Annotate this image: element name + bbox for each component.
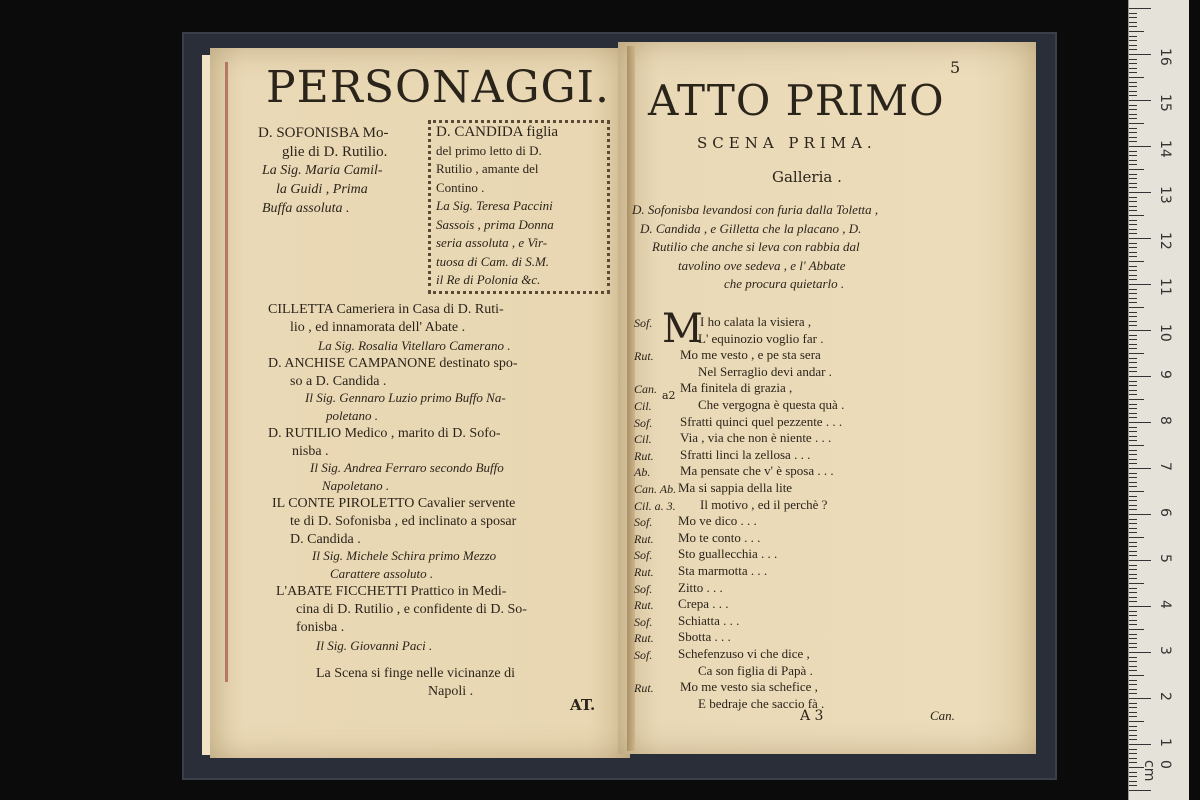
direction-line: D. Candida , e Gilletta che la placano , D.: [640, 220, 862, 236]
ruler-tick: [1129, 169, 1144, 170]
ruler-tick: [1129, 509, 1137, 510]
ruler-tick: [1129, 192, 1151, 193]
ruler-tick: [1129, 394, 1137, 395]
speaker-label: Sof.: [634, 548, 653, 563]
ruler-tick: [1129, 371, 1137, 372]
cast-line: Il Sig. Andrea Ferraro secondo Buffo: [310, 460, 504, 475]
direction-line: tavolino ove sedeva , e l' Abbate: [678, 257, 846, 273]
ruler-tick: [1129, 569, 1137, 570]
ruler-tick: [1129, 229, 1137, 230]
ruler-number: 5: [1157, 554, 1173, 563]
ruler-tick: [1129, 790, 1151, 791]
sofonisba-line: Buffa assoluta .: [262, 201, 350, 216]
margin-stain: [225, 62, 228, 682]
page-number: 5: [950, 58, 961, 77]
verse-line: Sto guallecchia . . .: [678, 546, 778, 562]
ruler-number: 3: [1157, 646, 1173, 655]
ruler-tick: [1129, 321, 1137, 322]
ruler-tick: [1129, 408, 1137, 409]
right-catchword: Can.: [930, 708, 955, 723]
speaker-label: Can.: [634, 382, 658, 397]
speaker-label: Can. Ab.: [634, 482, 677, 496]
ruler-tick: [1129, 201, 1137, 202]
speaker-label: Sof.: [634, 316, 653, 330]
verse-line: Il motivo , ed il perchè ?: [700, 496, 828, 512]
act-title: ATTO PRIMO: [648, 76, 945, 125]
ruler-number: 13: [1157, 186, 1173, 204]
ruler-tick: [1129, 519, 1137, 520]
verse-line: Ma pensate che v' è sposa . . .: [680, 463, 834, 479]
speaker-label: Rut.: [634, 598, 654, 613]
ruler-number: 1: [1157, 738, 1173, 747]
verse-line: Ma finitela di grazia ,: [680, 380, 793, 396]
speaker-label: Sof.: [634, 581, 653, 596]
ruler-tick: [1129, 381, 1137, 382]
ruler-tick: [1129, 624, 1137, 625]
ruler-tick: [1129, 31, 1144, 32]
ruler-tick: [1129, 353, 1144, 354]
ruler-tick: [1129, 583, 1144, 584]
ruler-tick: [1129, 36, 1137, 37]
ruler-tick: [1129, 54, 1151, 55]
ruler-tick: [1129, 266, 1137, 267]
verse-line: Sta marmotta . . .: [678, 563, 768, 578]
ruler-tick: [1129, 496, 1137, 497]
ruler-tick: [1129, 164, 1137, 165]
ruler-tick: [1129, 95, 1137, 96]
ruler-tick: [1129, 772, 1137, 773]
ruler-tick: [1129, 661, 1137, 662]
page-edge: [202, 55, 210, 755]
ruler-number: 6: [1157, 508, 1173, 517]
direction-line: D. Sofonisba levandosi con furia dalla Toletta ,: [632, 202, 879, 217]
speaker-label: Rut.: [634, 349, 654, 364]
speaker-label: Cil.: [634, 399, 652, 413]
ruler-tick: [1129, 739, 1137, 740]
candida-line: D. CANDIDA figlia: [436, 124, 559, 140]
ruler-tick: [1129, 298, 1137, 299]
cast-line: lio , ed innamorata dell' Abate .: [290, 320, 466, 335]
speaker-label: Ab.: [634, 465, 651, 480]
ruler-tick: [1129, 657, 1137, 658]
cast-line: Il Sig. Michele Schira primo Mezzo: [312, 548, 497, 563]
ruler-tick: [1129, 730, 1137, 731]
sofonisba-line: La Sig. Maria Camil-: [262, 163, 383, 178]
ruler-tick: [1129, 542, 1137, 543]
a2-mark: a2: [662, 389, 676, 402]
ruler-tick: [1129, 160, 1137, 161]
ruler-tick: [1129, 252, 1137, 253]
ruler-tick: [1129, 261, 1144, 262]
speaker-label: Sof.: [634, 614, 653, 629]
ruler-number: 10: [1157, 324, 1173, 342]
ruler-tick: [1129, 86, 1137, 87]
ruler-tick: [1129, 224, 1137, 225]
ruler-tick: [1129, 335, 1137, 336]
cast-line: Napoletano .: [322, 478, 390, 493]
ruler-tick: [1129, 716, 1137, 717]
ruler-tick: [1129, 606, 1151, 607]
left-catchword: AT.: [570, 696, 596, 714]
verse-line: I ho calata la visiera ,: [700, 314, 812, 329]
cast-line: te di D. Sofonisba , ed inclinato a sposar: [290, 514, 517, 529]
verse-line: Sfratti quinci quel pezzente . . .: [680, 413, 843, 429]
ruler-tick: [1129, 615, 1137, 616]
ruler-tick: [1129, 486, 1137, 487]
speaker-label: Cil.: [634, 432, 652, 447]
candida-line: Sassois , prima Donna: [436, 216, 554, 232]
cast-line: CILLETTA Cameriera in Casa di D. Ruti-: [268, 302, 504, 317]
ruler-tick: [1129, 17, 1137, 18]
ruler-tick: [1129, 634, 1137, 635]
verse-line: Sfratti linci la zellosa . . .: [680, 446, 811, 462]
ruler-tick: [1129, 247, 1137, 248]
ruler-tick: [1129, 151, 1137, 152]
ruler-tick: [1129, 532, 1137, 533]
ruler-tick: [1129, 63, 1137, 64]
ruler-tick: [1129, 123, 1144, 124]
scale-ruler: [1128, 0, 1189, 800]
speaker-label: Rut.: [634, 681, 654, 696]
ruler-tick: [1129, 431, 1137, 432]
ruler-tick: [1129, 588, 1137, 589]
verse-line: Mo me vesto , e pe sta sera: [680, 347, 821, 363]
ruler-tick: [1129, 26, 1137, 27]
ruler-tick: [1129, 555, 1137, 556]
ruler-tick: [1129, 243, 1137, 244]
ruler-tick: [1129, 693, 1137, 694]
ruler-tick: [1129, 275, 1137, 276]
ruler-tick: [1129, 417, 1137, 418]
ruler-tick: [1129, 187, 1137, 188]
ruler-tick: [1129, 781, 1137, 782]
cast-line: D. ANCHISE CAMPANONE destinato spo-: [268, 356, 518, 371]
ruler-tick: [1129, 339, 1137, 340]
candida-line: tuosa di Cam. di S.M.: [436, 253, 550, 269]
ruler-tick: [1129, 528, 1137, 529]
speaker-label: Rut.: [634, 565, 654, 579]
ruler-tick: [1129, 505, 1137, 506]
cast-line: Il Sig. Gennaro Luzio primo Buffo Na-: [305, 390, 506, 405]
verse-line: Nel Serraglio devi andar .: [698, 363, 832, 379]
ruler-number: 12: [1157, 232, 1173, 250]
verse-line: Mo me vesto sia schefice ,: [680, 679, 818, 695]
ruler-tick: [1129, 72, 1137, 73]
ruler-tick: [1129, 49, 1137, 50]
verse-line: E bedraje che saccio fà .: [698, 695, 825, 711]
ruler-tick: [1129, 206, 1137, 207]
ruler-tick: [1129, 482, 1137, 483]
ruler-tick: [1129, 450, 1137, 451]
signature-mark: A 3: [800, 708, 824, 724]
candida-line: La Sig. Teresa Paccini: [436, 198, 553, 213]
ruler-tick: [1129, 100, 1151, 101]
ruler-tick: [1129, 233, 1137, 234]
ruler-number: 16: [1157, 48, 1173, 66]
verse-line: Ma si sappia della lite: [678, 480, 793, 495]
ruler-tick: [1129, 726, 1137, 727]
direction-line: Rutilio che anche si leva con rabbia dal: [652, 239, 860, 254]
ruler-number: 9: [1157, 370, 1173, 379]
cast-line: fonisba .: [296, 620, 345, 635]
ruler-tick: [1129, 404, 1137, 405]
ruler-tick: [1129, 316, 1137, 317]
scene-heading: SCENA PRIMA.: [697, 134, 877, 152]
speaker-label: Sof.: [634, 515, 653, 530]
left-page-title: PERSONAGGI.: [266, 62, 611, 113]
ruler-tick: [1129, 785, 1137, 786]
ruler-tick: [1129, 454, 1137, 455]
verse-line: Mo ve dico . . .: [678, 513, 757, 529]
ruler-tick: [1129, 698, 1151, 699]
ruler-tick: [1129, 721, 1144, 722]
setting: Galleria .: [772, 168, 842, 186]
verse-line: Crepa . . .: [678, 596, 729, 612]
ruler-tick: [1129, 514, 1151, 515]
speaker-label: Rut.: [634, 448, 654, 463]
ruler-tick: [1129, 330, 1151, 331]
ruler-tick: [1129, 666, 1137, 667]
ruler-tick: [1129, 155, 1137, 156]
ruler-number: 0 cm: [1141, 760, 1173, 782]
cast-line: poletano .: [326, 408, 378, 423]
sofonisba-line: la Guidi , Prima: [276, 182, 368, 197]
ruler-tick: [1129, 427, 1137, 428]
cast-line: L'ABATE FICCHETTI Prattico in Medi-: [276, 584, 507, 599]
ruler-tick: [1129, 325, 1137, 326]
ruler-tick: [1129, 390, 1137, 391]
ruler-tick: [1129, 638, 1137, 639]
ruler-tick: [1129, 592, 1137, 593]
ruler-number: 2: [1157, 692, 1173, 701]
verse-line: Ca son figlia di Papà .: [698, 662, 813, 678]
ruler-tick: [1129, 77, 1144, 78]
ruler-tick: [1129, 436, 1137, 437]
cast-line: nisba .: [292, 444, 329, 459]
ruler-tick: [1129, 611, 1137, 612]
ruler-tick: [1129, 146, 1151, 147]
ruler-tick: [1129, 22, 1137, 23]
ruler-tick: [1129, 620, 1137, 621]
ruler-tick: [1129, 174, 1137, 175]
scene-note-line: La Scena si finge nelle vicinanze di: [316, 666, 516, 681]
candida-line: Contino .: [436, 179, 485, 195]
ruler-tick: [1129, 463, 1137, 464]
ruler-tick: [1129, 744, 1151, 745]
verse-line: Schefenzuso vi che dice ,: [678, 646, 810, 661]
ruler-tick: [1129, 551, 1137, 552]
ruler-tick: [1129, 367, 1137, 368]
ruler-tick: [1129, 215, 1144, 216]
verse-line: L' equinozio voglio far .: [698, 330, 824, 346]
ruler-tick: [1129, 91, 1137, 92]
ruler-tick: [1129, 445, 1144, 446]
scene-note-line: Napoli .: [428, 684, 474, 699]
ruler-tick: [1129, 279, 1137, 280]
ruler-tick: [1129, 459, 1137, 460]
ruler-tick: [1129, 358, 1137, 359]
speaker-label: Sof.: [634, 415, 653, 430]
speaker-label: Rut.: [634, 531, 654, 546]
ruler-tick: [1129, 643, 1137, 644]
ruler-tick: [1129, 376, 1151, 377]
ruler-tick: [1129, 344, 1137, 345]
ruler-tick: [1129, 574, 1137, 575]
ruler-tick: [1129, 684, 1137, 685]
ruler-tick: [1129, 560, 1151, 561]
verse-line: Sbotta . . .: [678, 629, 731, 645]
ruler-tick: [1129, 680, 1137, 681]
ruler-tick: [1129, 312, 1137, 313]
ruler-tick: [1129, 440, 1137, 441]
ruler-tick: [1129, 307, 1144, 308]
ruler-tick: [1129, 712, 1137, 713]
ruler-tick: [1129, 289, 1137, 290]
ruler-tick: [1129, 399, 1144, 400]
ruler-number: 14: [1157, 140, 1173, 158]
verse-line: Zitto . . .: [678, 579, 723, 595]
ruler-number: 4: [1157, 600, 1173, 609]
cast-line: D. Candida .: [290, 532, 361, 547]
ruler-tick: [1129, 578, 1137, 579]
ruler-tick: [1129, 422, 1151, 423]
ruler-tick: [1129, 348, 1137, 349]
ruler-number: 11: [1157, 278, 1173, 296]
ruler-tick: [1129, 601, 1137, 602]
ruler-tick: [1129, 597, 1137, 598]
ruler-tick: [1129, 293, 1137, 294]
ruler-tick: [1129, 302, 1137, 303]
speaker-label: Sof.: [634, 648, 653, 662]
ruler-tick: [1129, 652, 1151, 653]
ruler-tick: [1129, 141, 1137, 142]
ruler-number: 8: [1157, 416, 1173, 425]
ruler-tick: [1129, 629, 1144, 630]
verse-line: Via , via che non è niente . . .: [680, 430, 832, 446]
ruler-tick: [1129, 468, 1151, 469]
ruler-tick: [1129, 500, 1137, 501]
ruler-tick: [1129, 128, 1137, 129]
ruler-tick: [1129, 491, 1144, 492]
ruler-tick: [1129, 762, 1137, 763]
ruler-tick: [1129, 689, 1137, 690]
ruler-tick: [1129, 473, 1137, 474]
sofonisba-line: D. SOFONISBA Mo-: [258, 125, 389, 141]
ruler-tick: [1129, 707, 1137, 708]
ruler-tick: [1129, 749, 1137, 750]
ruler-tick: [1129, 178, 1137, 179]
ruler-tick: [1129, 413, 1137, 414]
ruler-tick: [1129, 8, 1151, 9]
candida-line: Rutilio , amante del: [436, 161, 539, 176]
ruler-tick: [1129, 537, 1144, 538]
ruler-tick: [1129, 703, 1137, 704]
ruler-tick: [1129, 776, 1137, 777]
ruler-number: 7: [1157, 462, 1173, 471]
ruler-tick: [1129, 758, 1137, 759]
ruler-tick: [1129, 385, 1137, 386]
ruler-tick: [1129, 238, 1151, 239]
ruler-tick: [1129, 68, 1137, 69]
candida-line: del primo letto di D.: [436, 142, 542, 158]
cast-line: so a D. Candida .: [290, 374, 387, 389]
verse-line: Mo te conto . . .: [678, 529, 761, 545]
ruler-tick: [1129, 118, 1137, 119]
ruler-tick: [1129, 105, 1137, 106]
drop-cap: M: [662, 306, 703, 352]
cast-line: La Sig. Rosalia Vitellaro Camerano .: [318, 338, 511, 353]
ruler-tick: [1129, 197, 1137, 198]
ruler-tick: [1129, 670, 1137, 671]
ruler-tick: [1129, 647, 1137, 648]
ruler-tick: [1129, 210, 1137, 211]
speaker-label: Rut.: [634, 631, 654, 646]
cast-line: cina di D. Rutilio , e confidente di D. So-: [296, 602, 527, 617]
ruler-tick: [1129, 256, 1137, 257]
ruler-tick: [1129, 13, 1137, 14]
candida-line: il Re di Polonia &c.: [436, 272, 541, 287]
ruler-tick: [1129, 523, 1137, 524]
ruler-tick: [1129, 284, 1151, 285]
ruler-tick: [1129, 137, 1137, 138]
ruler-tick: [1129, 362, 1137, 363]
ruler-tick: [1129, 114, 1137, 115]
sofonisba-line: glie di D. Rutilio.: [282, 144, 388, 160]
ruler-tick: [1129, 675, 1144, 676]
ruler-tick: [1129, 59, 1137, 60]
ruler-tick: [1129, 735, 1137, 736]
ruler-tick: [1129, 753, 1137, 754]
ruler-tick: [1129, 109, 1137, 110]
ruler-tick: [1129, 82, 1137, 83]
ruler-tick: [1129, 183, 1137, 184]
ruler-tick: [1129, 132, 1137, 133]
ruler-tick: [1129, 220, 1137, 221]
cast-line: IL CONTE PIROLETTO Cavalier servente: [272, 496, 516, 511]
direction-line: che procura quietarlo .: [724, 276, 845, 291]
ruler-tick: [1129, 565, 1137, 566]
ruler-tick: [1129, 45, 1137, 46]
ruler-tick: [1129, 270, 1137, 271]
ruler-number: 15: [1157, 94, 1173, 112]
candida-line: seria assoluta , e Vir-: [436, 235, 548, 250]
ruler-tick: [1129, 477, 1137, 478]
cast-line: D. RUTILIO Medico , marito di D. Sofo-: [268, 426, 501, 441]
verse-line: Schiatta . . .: [678, 612, 740, 628]
verse-line: Che vergogna è questa quà .: [698, 397, 845, 412]
ruler-tick: [1129, 40, 1137, 41]
speaker-label: Cil. a. 3.: [634, 498, 676, 513]
cast-line: Carattere assoluto .: [330, 566, 434, 581]
cast-line: Il Sig. Giovanni Paci .: [316, 638, 433, 653]
ruler-tick: [1129, 546, 1137, 547]
